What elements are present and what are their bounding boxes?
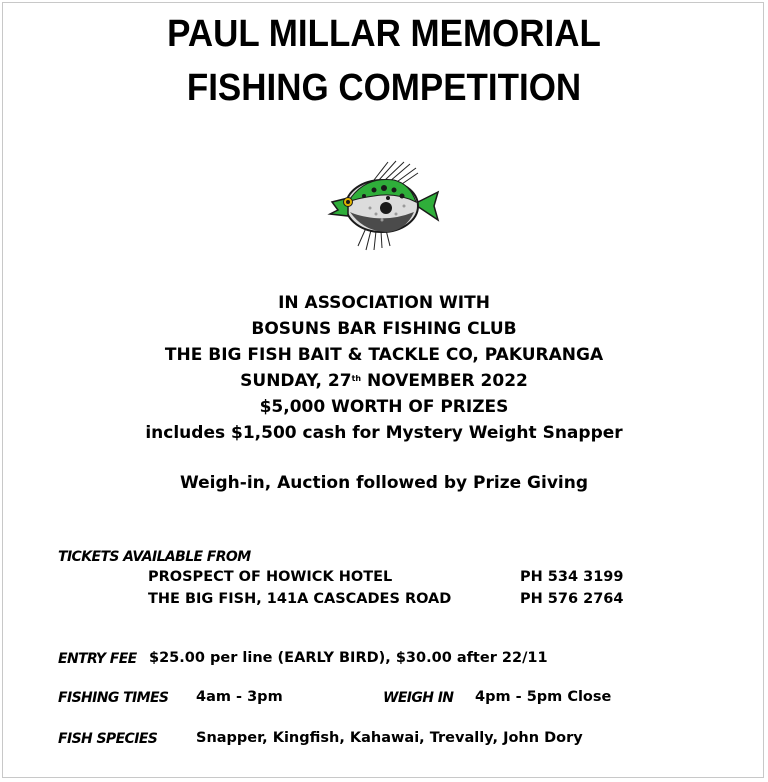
entry-fee-label: ENTRY FEE (58, 651, 137, 667)
mystery-weight-prize: includes $1,500 cash for Mystery Weight Snapper (145, 423, 623, 443)
event-date (0, 369, 768, 393)
weigh-in-label: WEIGH IN (383, 690, 454, 706)
ticket-outlet-1-name: PROSPECT OF HOWICK HOTEL (148, 569, 393, 585)
title-line-2: FISHING COMPETITION (186, 67, 582, 109)
ticket-outlet-1-phone: PH 534 3199 (520, 569, 624, 585)
event-schedule: Weigh-in, Auction followed by Prize Giving (180, 473, 588, 493)
weigh-in-value: 4pm - 5pm Close (475, 689, 612, 705)
ticket-outlet-2-name: THE BIG FISH, 141A CASCADES ROAD (148, 591, 452, 607)
title-line-1: PAUL MILLAR MEMORIAL (167, 13, 601, 55)
fishing-times-label: FISHING TIMES (58, 690, 169, 706)
date-rest: NOVEMBER 2022 (361, 371, 528, 391)
club-name: BOSUNS BAR FISHING CLUB (251, 319, 517, 339)
sponsor-name: THE BIG FISH BAIT & TACKLE CO, PAKURANGA (164, 345, 604, 365)
fishing-times-value: 4am - 3pm (196, 689, 283, 705)
association-intro: IN ASSOCIATION WITH (278, 293, 490, 313)
ticket-outlet-2-phone: PH 576 2764 (520, 591, 624, 607)
date-suffix: th (351, 374, 362, 383)
date-prefix: SUNDAY, 27 (240, 371, 352, 391)
tickets-heading: TICKETS AVAILABLE FROM (58, 549, 251, 565)
prize-total: $5,000 WORTH OF PRIZES (259, 397, 509, 417)
fish-species-value: Snapper, Kingfish, Kahawai, Trevally, John Dory (196, 730, 583, 746)
entry-fee-value: $25.00 per line (EARLY BIRD), $30.00 after 22/11 (149, 650, 548, 666)
john-dory-fish-icon (324, 158, 442, 254)
fish-species-label: FISH SPECIES (58, 731, 158, 747)
